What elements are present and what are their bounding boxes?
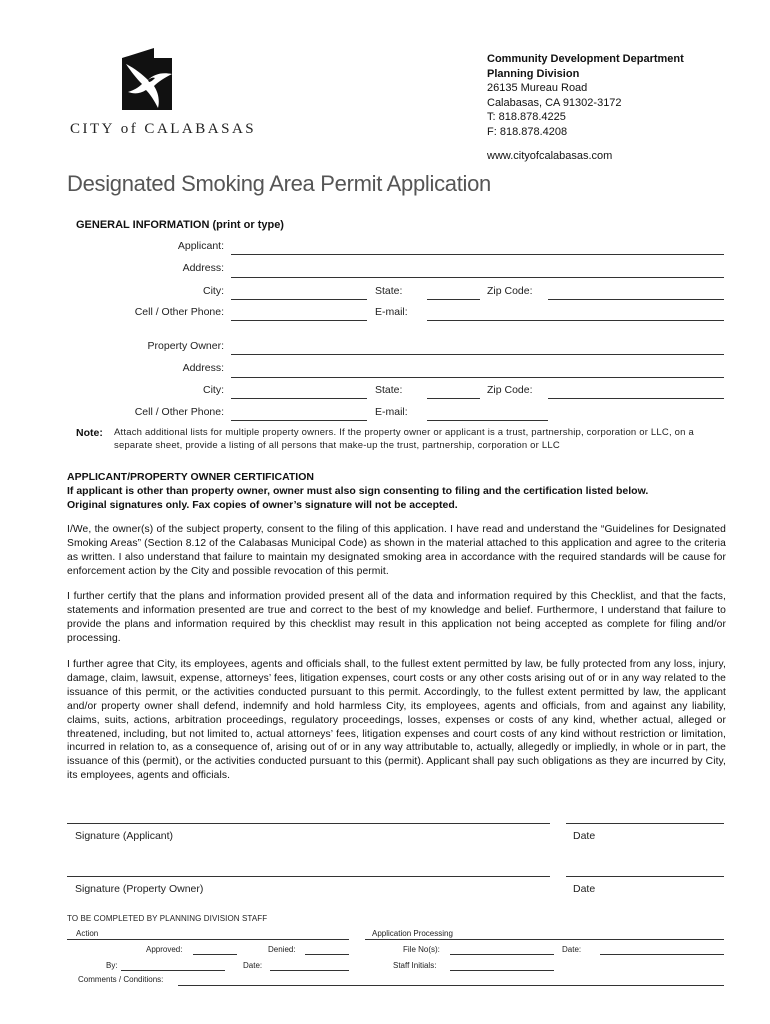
- applicant-signature-field[interactable]: [67, 823, 550, 824]
- owner-date-field[interactable]: [566, 876, 724, 877]
- owner-state-label: State:: [375, 384, 403, 396]
- website-link[interactable]: www.cityofcalabasas.com: [487, 149, 613, 162]
- address-line-2: Calabasas, CA 91302-3172: [487, 96, 622, 109]
- action-date-label: Date:: [243, 961, 263, 970]
- staff-initials-field[interactable]: [450, 970, 554, 971]
- applicant-name-field[interactable]: [231, 254, 724, 255]
- applicant-address-field[interactable]: [231, 277, 724, 278]
- by-label: By:: [106, 961, 118, 970]
- owner-email-label: E-mail:: [375, 406, 408, 418]
- denied-field[interactable]: [305, 954, 349, 955]
- processing-date-label: Date:: [562, 945, 582, 954]
- owner-zip-label: Zip Code:: [487, 384, 533, 396]
- owner-zip-field[interactable]: [548, 398, 724, 399]
- certification-subheading-1: If applicant is other than property owner, owner must also sign consenting to filing and the certification listed below.: [67, 485, 649, 497]
- owner-date-label: Date: [573, 883, 596, 895]
- org-name: CITY of CALABASAS: [70, 121, 257, 137]
- contact-block: [487, 52, 684, 163]
- fax-number: F: 818.878.4208: [487, 125, 568, 138]
- applicant-date-field[interactable]: [566, 823, 724, 824]
- applicant-phone-field[interactable]: [231, 320, 367, 321]
- department-name: Community Development Department: [487, 53, 684, 65]
- owner-signature-field[interactable]: [67, 876, 550, 877]
- staff-initials-label: Staff Initials:: [393, 961, 437, 970]
- approved-field[interactable]: [193, 954, 237, 955]
- denied-label: Denied:: [268, 945, 296, 954]
- applicant-label: Applicant:: [177, 240, 224, 252]
- by-field[interactable]: [121, 970, 225, 971]
- action-divider: [67, 939, 349, 940]
- address-line-1: 26135 Mureau Road: [487, 82, 588, 95]
- processing-date-field[interactable]: [600, 954, 724, 955]
- owner-state-field[interactable]: [427, 398, 480, 399]
- page-title: Designated Smoking Area Permit Application: [67, 171, 491, 196]
- processing-label: Application Processing: [372, 929, 453, 938]
- general-info-heading: GENERAL INFORMATION (print or type): [76, 219, 284, 231]
- applicant-state-label: State:: [375, 285, 403, 297]
- applicant-city-field[interactable]: [231, 299, 367, 300]
- applicant-zip-label: Zip Code:: [487, 285, 533, 297]
- owner-name-field[interactable]: [231, 354, 724, 355]
- file-no-field[interactable]: [450, 954, 554, 955]
- action-label: Action: [76, 929, 99, 938]
- owner-signature-label: Signature (Property Owner): [75, 883, 204, 895]
- owner-phone-field[interactable]: [231, 420, 367, 421]
- note-text: Attach additional lists for multiple property owners. If the property owner or applicant is a trust, partnership, corporation or LLC, on a separate sheet, provide a listing of all persons that make-up the trust, partnership, corporation or LLC: [114, 427, 694, 451]
- certification-heading: APPLICANT/PROPERTY OWNER CERTIFICATION: [67, 471, 314, 483]
- action-date-field[interactable]: [270, 970, 349, 971]
- applicant-address-label: Address:: [182, 262, 224, 274]
- owner-city-label: City:: [203, 384, 224, 396]
- certification-heading-block: [67, 470, 727, 512]
- applicant-signature-label: Signature (Applicant): [75, 830, 174, 842]
- applicant-email-label: E-mail:: [375, 306, 408, 318]
- owner-phone-label: Cell / Other Phone:: [134, 406, 224, 418]
- comments-label: Comments / Conditions:: [78, 975, 164, 984]
- processing-divider: [365, 939, 724, 940]
- owner-label: Property Owner:: [147, 340, 224, 352]
- applicant-zip-field[interactable]: [548, 299, 724, 300]
- certification-paragraph-2: I further certify that the plans and information provided present all of the data and information required by this Checklist, and that the facts, statements and information presented are true and correct to the best of my knowledge and belief. Furthermore, I understand that failure to provide the plans and information required by this checklist may result in this application not being accepted as complete for filing and/or processing.: [67, 591, 726, 644]
- certification-paragraph-3: I further agree that City, its employees, agents and officials shall, to the fullest extent permitted by law, be fully protected from any loss, injury, damage, claim, lawsuit, expense, attorneys’ fees, litigation expenses, court costs or any other costs arising out of or in any way related to the issuance of this permit, or the activities conducted pursuant to this permit. Accordingly, to the fullest extent permitted by law, the applicant and/or property owner shall defend, indemnify and hold harmless City, its employees, agents and officials, from and against any liability, claims, suits, actions, arbitration proceedings, regulatory proceedings, losses, expenses or costs of any kind, whether actual, alleged or threatened, including, but not limited to, actual attorneys’ fees, litigation expenses and court costs of any kind without restriction or limitation, incurred in relation to, as a consequence of, arising out of or in any way attributable to, actually, allegedly or impliedly, in whole or in part, the issuance of this (permit), or the activities conducted pursuant to this (permit). Applicant shall pay such obligations as they are incurred by City, its employees, agents and officials.: [67, 659, 726, 782]
- owner-city-field[interactable]: [231, 398, 367, 399]
- owner-address-label: Address:: [182, 362, 224, 374]
- city-logo: [118, 44, 176, 116]
- phone-number: T: 818.878.4225: [487, 111, 566, 124]
- certification-paragraph-1: I/We, the owner(s) of the subject property, consent to the filing of this application. I have read and understand the “Guidelines for Designated Smoking Areas” (Section 8.12 of the Calabasas Municipal Code) as shown in the material attached to this application and agree to the criteria as written. I also understand that failure to maintain my designated smoking area in accordance with the required standards will be cause for enforcement action by the City and possible revocation of this permit.: [67, 524, 726, 577]
- file-no-label: File No(s):: [403, 945, 440, 954]
- applicant-state-field[interactable]: [427, 299, 480, 300]
- note-label: Note:: [76, 427, 103, 439]
- comments-field[interactable]: [178, 985, 724, 986]
- approved-label: Approved:: [146, 945, 183, 954]
- applicant-email-field[interactable]: [427, 320, 724, 321]
- hawk-logo-icon: [118, 44, 176, 116]
- applicant-city-label: City:: [203, 285, 224, 297]
- applicant-phone-label: Cell / Other Phone:: [134, 306, 224, 318]
- division-name: Planning Division: [487, 67, 580, 80]
- owner-address-field[interactable]: [231, 377, 724, 378]
- certification-subheading-2: Original signatures only. Fax copies of owner’s signature will not be accepted.: [67, 499, 458, 511]
- owner-email-field[interactable]: [427, 420, 548, 421]
- staff-section-heading: TO BE COMPLETED BY PLANNING DIVISION STAFF: [67, 914, 268, 923]
- applicant-date-label: Date: [573, 830, 596, 842]
